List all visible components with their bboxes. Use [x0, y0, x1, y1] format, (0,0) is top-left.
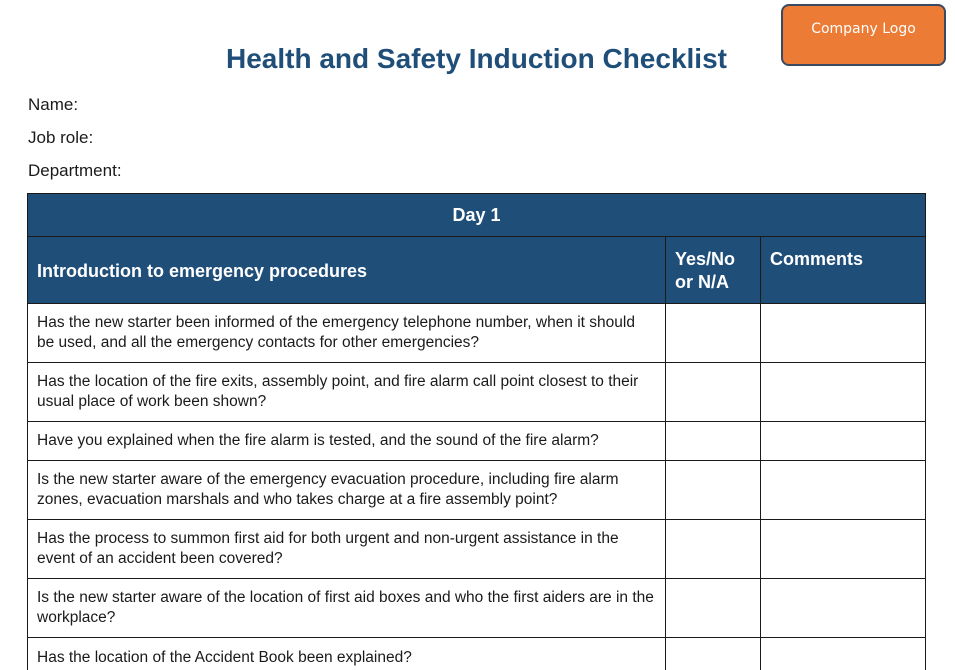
yes-no-cell[interactable]	[666, 520, 761, 579]
yes-no-cell[interactable]	[666, 363, 761, 422]
question-cell: Is the new starter aware of the location of first aid boxes and who the first aiders are in the workplace?	[28, 579, 666, 638]
table-row	[28, 422, 926, 461]
day-header-row	[28, 194, 926, 237]
question-cell: Has the location of the Accident Book been explained?	[28, 638, 666, 670]
comments-cell[interactable]	[761, 461, 926, 520]
company-logo-label: Company Logo	[811, 21, 916, 37]
comments-cell[interactable]	[761, 638, 926, 670]
yes-no-column-header: Yes/No or N/A	[666, 237, 761, 304]
comments-cell[interactable]	[761, 520, 926, 579]
table-row	[28, 304, 926, 363]
yes-no-cell[interactable]	[666, 638, 761, 670]
column-header-row	[28, 237, 926, 304]
day-label: Day 1	[28, 194, 926, 237]
comments-column-header: Comments	[761, 237, 926, 304]
department-field-label[interactable]: Department:	[28, 161, 122, 180]
table-row	[28, 520, 926, 579]
table-row	[28, 638, 926, 670]
section-heading: Introduction to emergency procedures	[28, 237, 666, 304]
comments-cell[interactable]	[761, 363, 926, 422]
question-cell: Has the location of the fire exits, assembly point, and fire alarm call point closest to their usual place of work been shown?	[28, 363, 666, 422]
comments-cell[interactable]	[761, 422, 926, 461]
comments-cell[interactable]	[761, 579, 926, 638]
yes-no-cell[interactable]	[666, 579, 761, 638]
name-field-label[interactable]: Name:	[28, 95, 79, 114]
question-cell: Have you explained when the fire alarm is tested, and the sound of the fire alarm?	[28, 422, 666, 461]
page-title: Health and Safety Induction Checklist	[226, 43, 727, 74]
yes-no-cell[interactable]	[666, 422, 761, 461]
yes-no-cell[interactable]	[666, 461, 761, 520]
comments-cell[interactable]	[761, 304, 926, 363]
question-cell: Has the process to summon first aid for both urgent and non-urgent assistance in the event of an accident been covered?	[28, 520, 666, 579]
table-row	[28, 363, 926, 422]
yes-no-cell[interactable]	[666, 304, 761, 363]
table-row	[28, 579, 926, 638]
job-role-field-label[interactable]: Job role:	[28, 128, 94, 147]
table-row	[28, 461, 926, 520]
question-cell: Is the new starter aware of the emergency evacuation procedure, including fire alarm zones, evacuation marshals and who takes charge at a fire assembly point?	[28, 461, 666, 520]
question-cell: Has the new starter been informed of the emergency telephone number, when it should be used, and all the emergency contacts for other emergencies?	[28, 304, 666, 363]
induction-checklist-table	[27, 193, 926, 670]
